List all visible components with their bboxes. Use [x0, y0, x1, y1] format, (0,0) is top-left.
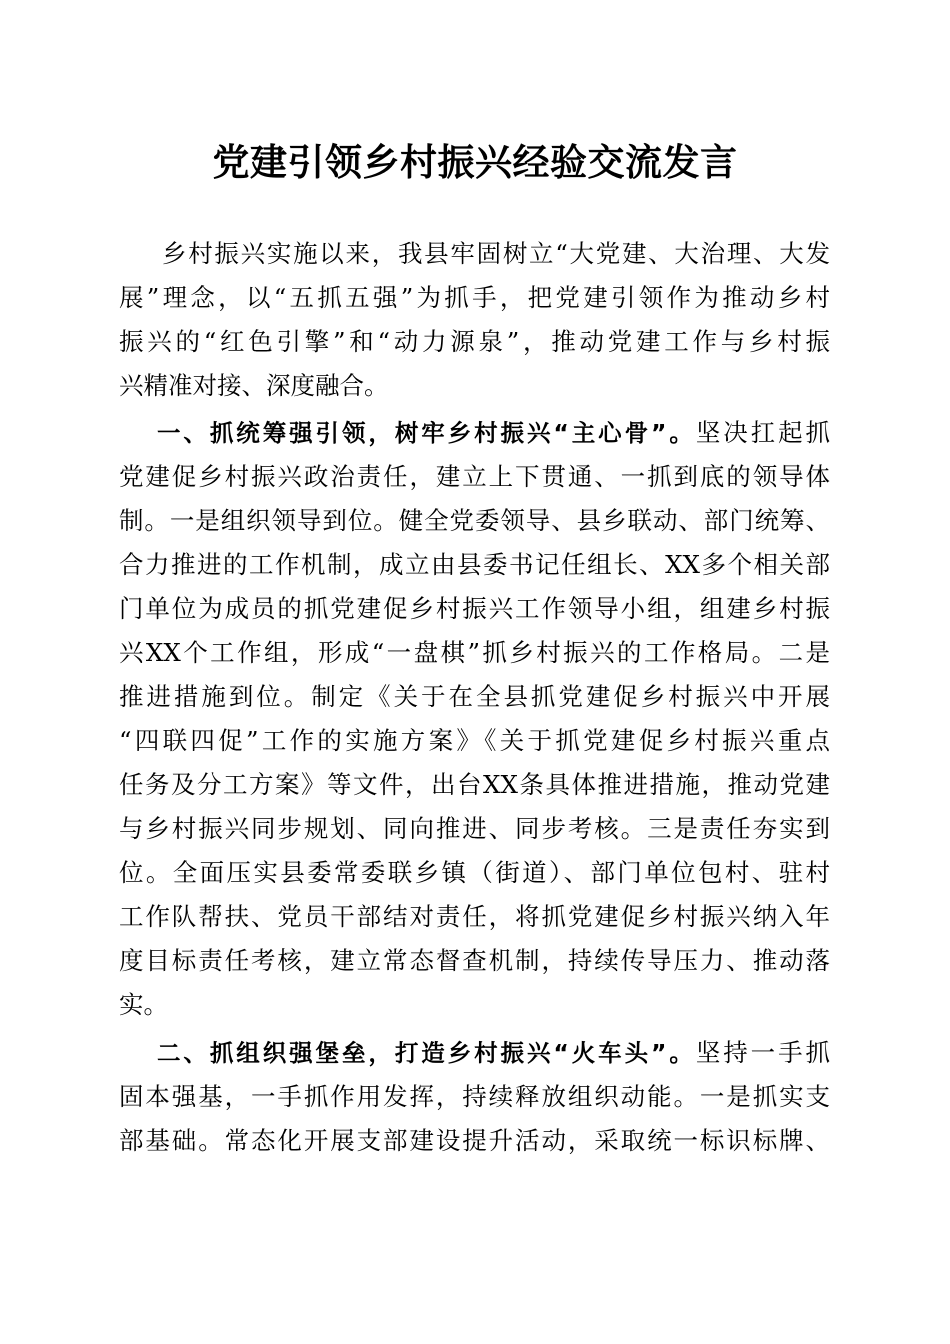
paragraph-line: 部基础。常态化开展支部建设提升活动，采取统一标识标牌、 — [119, 1126, 830, 1155]
paragraph-line: 固本强基，一手抓作用发挥，持续释放组织动能。一是抓实支 — [119, 1082, 830, 1111]
paragraph-line: 制。一是组织领导到位。健全党委领导、县乡联动、部门统筹、 — [119, 506, 830, 535]
section-heading-line — [157, 411, 830, 455]
paragraph-line: 乡村振兴实施以来，我县牢固树立“大党建、大治理、大发 — [162, 239, 830, 268]
section-heading: 一、抓统筹强引领，树牢乡村振兴“主心骨”。 — [157, 419, 696, 447]
paragraph-line: 任务及分工方案》等文件，出台XX条具体推进措施，推动党建 — [119, 770, 830, 799]
document-title: 党建引领乡村振兴经验交流发言 — [212, 140, 738, 184]
paragraph-line: 振兴的“红色引擎”和“动力源泉”，推动党建工作与乡村振 — [119, 327, 830, 356]
section-heading: 二、抓组织强堡垒，打造乡村振兴“火车头”。 — [157, 1039, 696, 1067]
paragraph-line: “四联四促”工作的实施方案》《关于抓党建促乡村振兴重点 — [119, 726, 830, 755]
paragraph-line: 兴XX个工作组，形成“一盘棋”抓乡村振兴的工作格局。二是 — [119, 638, 830, 667]
heading-continuation: 坚决扛起抓 — [695, 418, 831, 447]
paragraph-line: 党建促乡村振兴政治责任，建立上下贯通、一抓到底的领导体 — [119, 462, 830, 491]
paragraph-line: 推进措施到位。制定《关于在全县抓党建促乡村振兴中开展 — [119, 682, 830, 711]
section-heading-line — [157, 1031, 830, 1075]
paragraph-line: 度目标责任考核，建立常态督查机制，持续传导压力、推动落 — [119, 946, 830, 975]
paragraph-line: 门单位为成员的抓党建促乡村振兴工作领导小组，组建乡村振 — [119, 594, 830, 623]
paragraph-line: 位。全面压实县委常委联乡镇（街道）、部门单位包村、驻村 — [119, 858, 830, 887]
paragraph-line: 展”理念，以“五抓五强”为抓手，把党建引领作为推动乡村 — [119, 283, 830, 312]
paragraph-line: 兴精准对接、深度融合。 — [119, 371, 389, 400]
paragraph-line: 与乡村振兴同步规划、同向推进、同步考核。三是责任夯实到 — [119, 814, 830, 843]
paragraph-line: 合力推进的工作机制，成立由县委书记任组长、XX多个相关部 — [119, 550, 830, 579]
paragraph-line: 实。 — [119, 990, 168, 1019]
heading-continuation: 坚持一手抓 — [695, 1038, 831, 1067]
paragraph-line: 工作队帮扶、党员干部结对责任，将抓党建促乡村振兴纳入年 — [119, 902, 830, 931]
